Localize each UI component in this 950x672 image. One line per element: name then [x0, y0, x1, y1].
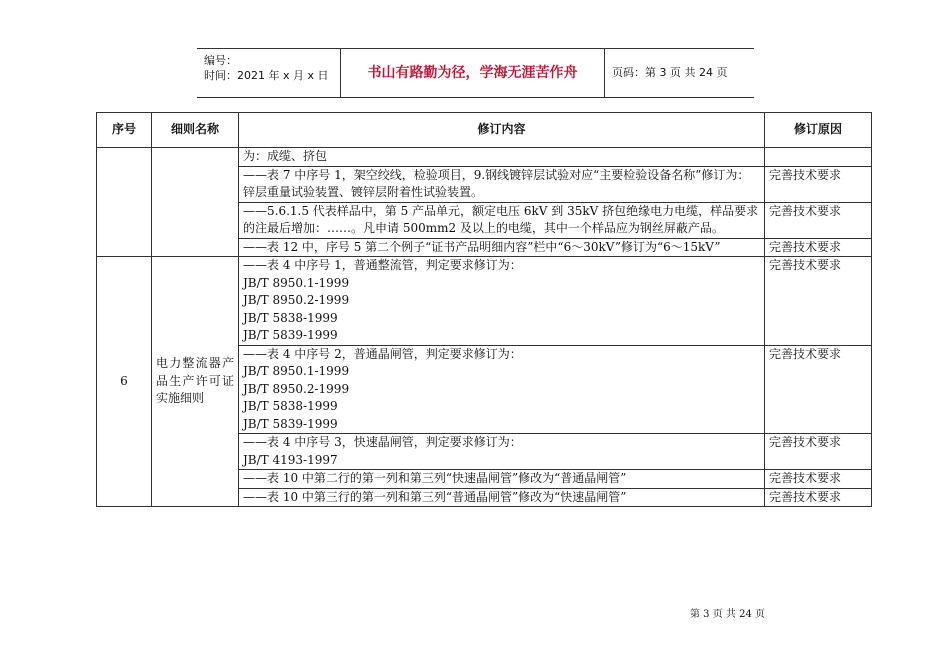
header-seq: 序号 [97, 113, 152, 148]
content-line: JB/T 5839-1999 [243, 416, 338, 431]
header-revision-reason: 修订原因 [765, 113, 872, 148]
header-rule-name: 细则名称 [152, 113, 239, 148]
content-cell [239, 488, 765, 507]
seq-cell-empty [97, 148, 152, 257]
content-cell: ——表 12 中，序号 5 第二个例子“证书产品明细内容”栏中“6～30kV”修订为“6～15kV” [239, 238, 765, 257]
reason-cell [765, 148, 872, 167]
name-cell-empty [152, 148, 239, 257]
content-cell: 为：成缆、挤包 [239, 148, 765, 167]
reason-cell: 完善技术要求 [765, 238, 872, 257]
content-line: JB/T 8950.2-1999 [243, 381, 350, 396]
content-cell [239, 470, 765, 489]
reason-cell: 完善技术要求 [765, 488, 872, 507]
reason-cell: 完善技术要求 [765, 434, 872, 470]
content-line: JB/T 5838-1999 [243, 399, 338, 413]
reason-cell: 完善技术要求 [765, 470, 872, 489]
content-line: ——表 4 中序号 3，快速晶闸管，判定要求修订为： [243, 435, 522, 449]
content-cell [239, 434, 765, 470]
content-cell [239, 257, 765, 346]
content-line: ——表 4 中序号 2，普通晶闸管，判定要求修订为： [243, 346, 522, 361]
content-line: JB/T 8950.1-1999 [243, 275, 350, 290]
content-cell: ——5.6.1.5 代表样品中，第 5 产品单元，额定电压 6kV 到 35kV 挤包绝缘电力电缆，样品要求的注最后增加：……。凡申请 500mm2 及以上的电缆，其中一个样品应为钢丝屏蔽产品。 [239, 202, 765, 238]
header-page-label: 页码：第 3 页 共 24 页 [612, 66, 728, 79]
reason-cell: 完善技术要求 [765, 166, 872, 202]
reason-cell: 完善技术要求 [765, 257, 872, 346]
revision-table [96, 112, 872, 507]
content-line: JB/T 4193-1997 [243, 452, 338, 467]
table-header-row [97, 113, 872, 148]
rule-name-cell: 电力整流器产品生产许可证实施细则 [152, 257, 239, 507]
content-line: ——表 10 中第二行的第一列和第三列“快速晶闸管”修改为“普通晶闸管” [243, 471, 627, 485]
seq-cell: 6 [97, 257, 152, 507]
content-line: JB/T 8950.2-1999 [243, 293, 350, 307]
number-label: 编号： [204, 54, 237, 67]
time-label: 时间：2021 年 x 月 x 日 [204, 69, 329, 82]
content-line: ——表 10 中第三行的第一列和第三列“普通晶闸管”修改为“快速晶闸管” [243, 489, 627, 504]
header-meta [197, 49, 340, 97]
content-cell: ——表 7 中序号 1，架空绞线，检验项目，9.钢线镀锌层试验对应“主要检验设备名称”修订为：锌层重量试验装置、镀锌层附着性试验装置。 [239, 166, 765, 202]
content-line: JB/T 5839-1999 [243, 328, 338, 342]
header-motto: 书山有路勤为径，学海无涯苦作舟 [340, 49, 605, 97]
content-line: JB/T 8950.1-1999 [243, 364, 350, 378]
reason-cell: 完善技术要求 [765, 345, 872, 434]
header-revision-content: 修订内容 [239, 113, 765, 148]
content-cell [239, 345, 765, 434]
content-line: JB/T 5838-1999 [243, 310, 338, 325]
table-row [97, 257, 872, 346]
table-row [97, 148, 872, 167]
reason-cell: 完善技术要求 [765, 202, 872, 238]
document-header [197, 48, 754, 98]
content-line: ——表 4 中序号 1，普通整流管，判定要求修订为： [243, 258, 522, 272]
page-footer: 第 3 页 共 24 页 [690, 609, 765, 620]
